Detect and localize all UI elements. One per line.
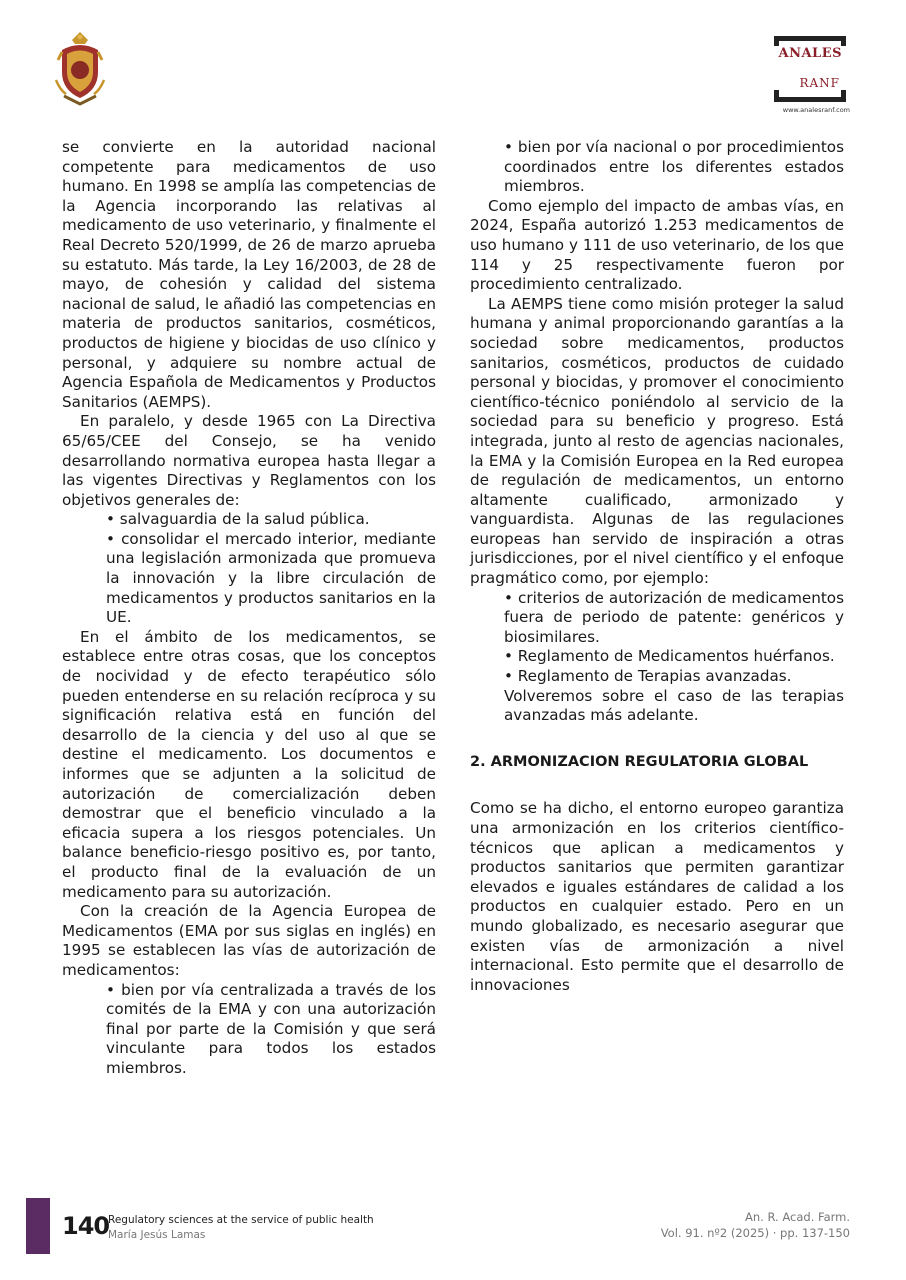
section-heading: 2. ARMONIZACION REGULATORIA GLOBAL	[470, 753, 809, 770]
bullet-item: • consolidar el mercado interior, mediante una legislación armonizada que promueva la innovación y la libre circulación de medicamentos y productos sanitarios en la UE.	[106, 529, 436, 627]
bullet-item: • Reglamento de Medicamentos huérfanos.	[504, 647, 835, 666]
bullet-item: • salvaguardia de la salud pública.	[106, 510, 370, 529]
paragraph: La AEMPS tiene como misión proteger la salud humana y animal proporcionando garantías a la sociedad sobre medicamentos, productos sanitarios, cosméticos, productos de cuidado personal y biocidas, y promover el conocimiento científico-técnico poniéndolo al servicio de la sociedad para su beneficio y progreso. Está integrada, junto al resto de agencias nacionales, la EMA y la Comisión Europea en la Red europea de regulación de medicamentos, un entorno altamente cualificado, armonizado y vanguardista. Algunas de las regulaciones europeas han servido de inspiración a otras jurisdicciones, por el nivel científico y el enfoque pragmático como, por ejemplo:	[470, 294, 844, 588]
paragraph: Como ejemplo del impacto de ambas vías, en 2024, España autorizó 1.253 medicamentos de uso humano y 111 de uso veterinario, de los que 114 y 25 respectivamente fueron por procedimiento centralizado.	[470, 196, 844, 294]
paragraph: En paralelo, y desde 1965 con La Directiva 65/65/CEE del Consejo, se ha venido desarrollando normativa europea hasta llegar a las vigentes Directivas y Reglamentos con los objetivos generales de:	[62, 412, 436, 509]
right-column	[470, 138, 844, 995]
bullet-item: Volveremos sobre el caso de las terapias avanzadas más adelante.	[504, 686, 844, 725]
paragraph: Con la creación de la Agencia Europea de Medicamentos (EMA por sus siglas en inglés) en 1995 se establecen las vías de autorización de medicamentos:	[62, 902, 436, 979]
academy-crest-logo	[52, 30, 108, 106]
logo-bracket-bottom	[774, 90, 846, 102]
bullet-item: • Reglamento de Terapias avanzadas.	[504, 667, 792, 686]
footer-author: María Jesús Lamas	[108, 1229, 206, 1241]
bullet-item: • bien por vía centralizada a través de los comités de la EMA y con una autorización final por parte de la Comisión y que será vinculante para todos los estados miembros.	[106, 980, 436, 1077]
footer-article-title: Regulatory sciences at the service of public health	[108, 1214, 374, 1226]
paragraph: Como se ha dicho, el entorno europeo garantiza una armonización en los criterios científico-técnicos que aplican a medicamentos y productos sanitarios que permiten garantizar elevados e iguales estándares de calidad a los productos en cualquier estado. Pero en un mundo globalizado, es necesario asegurar que existen vías de armonización a nivel internacional. Esto permite que el desarrollo de innovaciones	[470, 799, 844, 994]
bullet-item: • bien por vía nacional o por procedimientos coordinados entre los diferentes estados miembros.	[504, 138, 844, 196]
logo-bracket-top	[774, 36, 846, 46]
paragraph: se convierte en la autoridad nacional competente para medicamentos de uso humano. En 1998 se amplía las competencias de la Agencia incorporando las relativas al medicamento de uso veterinario, y finalmente el Real Decreto 520/1999, de 26 de marzo aprueba su estatuto. Más tarde, la Ley 16/2003, de 28 de mayo, de cohesión y calidad del sistema nacional de salud, le añadió las competencias en materia de productos sanitarios, cosméticos, productos de higiene y biocidas de uso clínico y personal, y adquiere su nombre actual de Agencia Española de Medicamentos y Productos Sanitarios (AEMPS).	[62, 138, 436, 411]
paragraph: En el ámbito de los medicamentos, se establece entre otras cosas, que los conceptos de nocividad y de efecto terapéutico sólo pueden entenderse en su relación recíproca y su significación relativa está en función del desarrollo de la ciencia y del uso al que se destine el medicamento. Los documentos e informes que se adjunten a la solicitud de autorización de comercialización deben demostrar que el beneficio vinculado a la eficacia supera a los riesgos potenciales. Un balance beneficio-riesgo positivo es, por tanto, el producto final de la evaluación de un medicamento para su autorización.	[62, 627, 436, 901]
footer-volume: Vol. 91. nº2 (2025) · pp. 137-150	[660, 1226, 850, 1240]
footer-journal: An. R. Acad. Farm.	[745, 1210, 850, 1224]
logo-ranf-text: RANF	[799, 76, 840, 90]
logo-anales-text: ANALES	[778, 46, 842, 61]
footer-accent-bar	[26, 1198, 50, 1254]
bullet-item: • criterios de autorización de medicamentos fuera de periodo de patente: genéricos y biosimilares.	[504, 588, 844, 646]
anales-ranf-logo	[740, 36, 854, 122]
logo-url: www.analesranf.com	[782, 106, 850, 114]
left-column	[62, 138, 436, 1079]
page-number: 140	[62, 1212, 110, 1240]
